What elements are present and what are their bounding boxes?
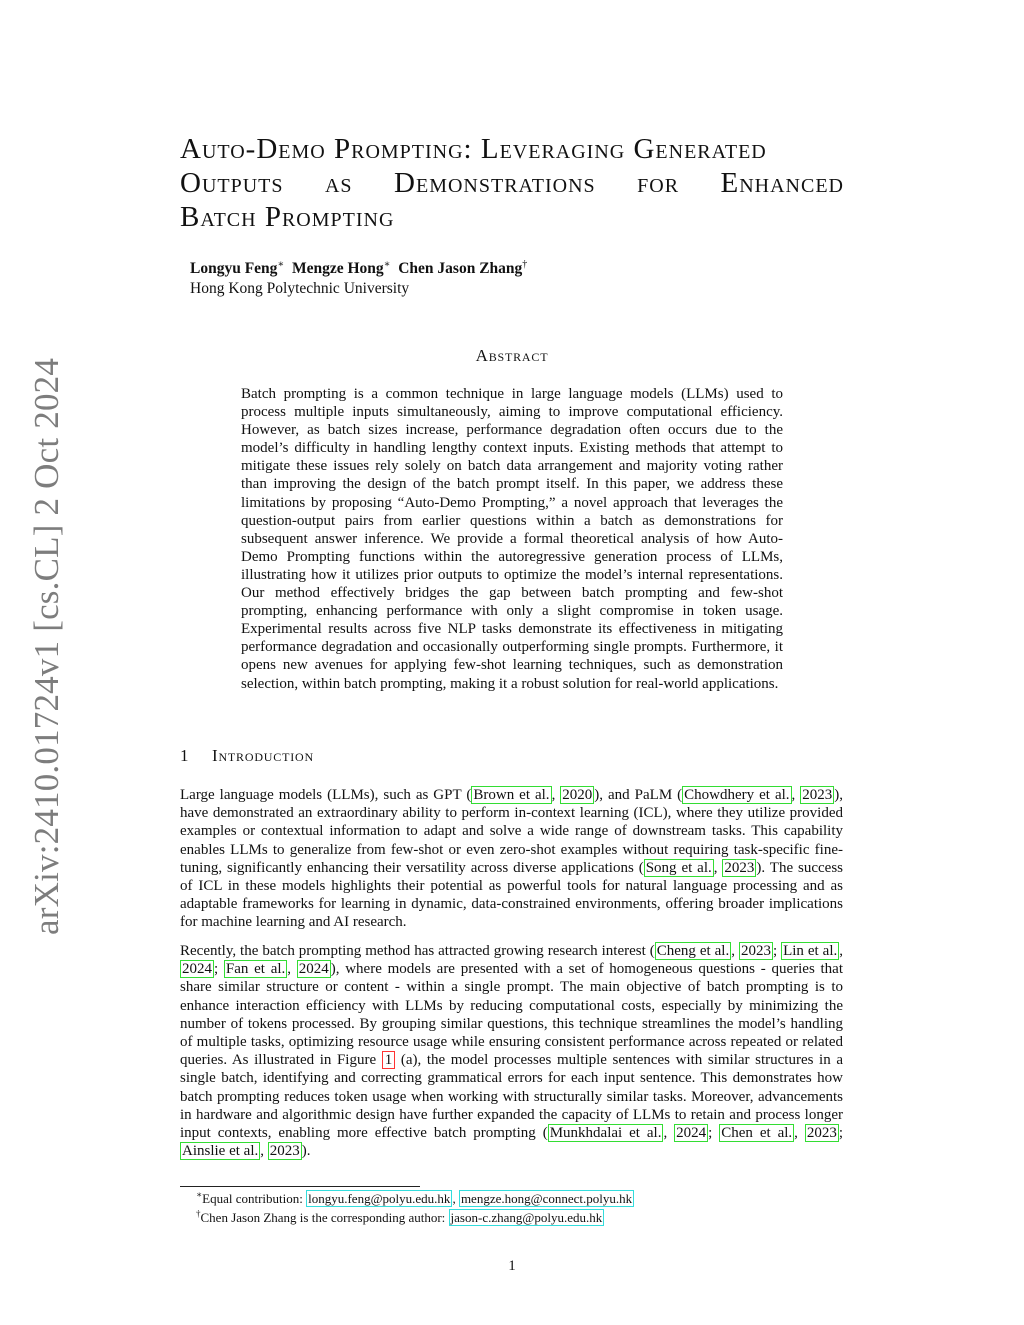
- paragraph-text: ,: [713, 859, 723, 876]
- footnote-mark: ∗: [196, 1189, 203, 1200]
- paragraph-text: ,: [287, 961, 297, 978]
- citation-link[interactable]: 2023: [806, 1125, 837, 1142]
- paragraph-text: ), where models are presented with a set of homogeneous questions - queries that share similar structure or content - within a single prompt. The main objective of batch prompting is to enhance interaction efficiency with LLMs by reducing computational costs, especially by minimizing the number of tokens processed. By grouping similar questions, this technique streamlines the model’s handling of multiple tasks, optimizing resource usage while ensuring consistent performance across repeated or related queries. As illustrated in Figure: [180, 961, 844, 1069]
- footnote-mark: †: [196, 1208, 201, 1219]
- paragraph-text: ;: [214, 961, 224, 978]
- arxiv-identifier-stamp[interactable]: arXiv:2410.01724v1 [cs.CL] 2 Oct 2024: [27, 357, 66, 935]
- author-footnote-mark[interactable]: ∗: [277, 258, 285, 270]
- citation-link[interactable]: 2024: [182, 961, 212, 978]
- citation-link[interactable]: 2024: [676, 1125, 707, 1142]
- paragraph-text: ). The success of ICL in these models highlights their potential as powerful tools for natural language processing and as adaptable frameworks for learning in dynamic, data-constrained environments, offering broader implications for machine learning and AI research.: [180, 859, 844, 931]
- paragraph-text: Recently, the batch prompting method has attracted growing research interest (: [180, 943, 655, 959]
- paragraph-text: ,: [663, 1125, 675, 1142]
- citation-link[interactable]: Song et al.: [645, 859, 712, 876]
- paragraph-text: ;: [772, 943, 782, 959]
- citation-link[interactable]: Munkhdalai et al.: [549, 1125, 662, 1142]
- intro-paragraph-1: [180, 786, 843, 932]
- citation-link[interactable]: Chen et al.: [721, 1125, 793, 1142]
- citation-link[interactable]: 2024: [298, 961, 329, 978]
- paragraph-text: Large language models (LLMs), such as GPT (: [180, 787, 472, 803]
- citation-link[interactable]: 2023: [802, 787, 833, 803]
- paper-title: [180, 132, 844, 234]
- author-name: Mengze Hong: [291, 260, 384, 277]
- footnote-text: ,: [452, 1191, 459, 1206]
- paragraph-text: ,: [731, 943, 739, 959]
- citation-link[interactable]: Brown et al.: [473, 787, 550, 803]
- citation-link[interactable]: Ainslie et al.: [182, 1143, 259, 1160]
- section-number: 1: [180, 746, 189, 765]
- footnote-corresponding-author: [196, 1208, 816, 1227]
- title-line-1: Auto-Demo Prompting: Leveraging Generated: [180, 133, 767, 165]
- paragraph-text: ;: [708, 1125, 720, 1142]
- author-footnote-mark[interactable]: ∗: [383, 258, 391, 270]
- section-heading: [180, 745, 780, 767]
- paragraph-text: ,: [794, 1125, 805, 1142]
- email-link[interactable]: longyu.feng@polyu.edu.hk: [308, 1191, 451, 1206]
- intro-paragraph-2: [180, 942, 843, 1160]
- citation-link[interactable]: Fan et al.: [225, 961, 286, 978]
- paragraph-text: ).: [301, 1143, 311, 1160]
- author-name: Longyu Feng: [190, 260, 278, 277]
- citation-link[interactable]: Cheng et al.: [656, 943, 730, 959]
- citation-link[interactable]: 2020: [562, 787, 593, 803]
- footnote-text: Chen Jason Zhang is the corresponding author:: [200, 1210, 449, 1225]
- paragraph-text: ), have demonstrated an extraordinary ability to perform in-context learning (ICL), where they utilize provided examples or contextual information to adapt and solve a wide range of downstream tasks. This capability enables LLMs to generalize from few-shot or even zero-shot examples without requiring task-specific fine-tuning, significantly enhancing their versatility across diverse applications (: [180, 787, 843, 876]
- page-number: 1: [508, 1258, 516, 1274]
- author-block: [190, 259, 790, 299]
- paragraph-text: ,: [260, 1143, 268, 1160]
- citation-link[interactable]: 2023: [724, 859, 755, 876]
- paragraph-text: ,: [551, 787, 561, 803]
- paragraph-text: ;: [838, 1125, 844, 1142]
- footnotes: [196, 1189, 816, 1227]
- figure-reference-link[interactable]: 1: [382, 1051, 396, 1069]
- citation-link[interactable]: Chowdhery et al.: [684, 787, 790, 803]
- author-list: [190, 260, 527, 277]
- footnote-text: Equal contribution:: [202, 1191, 307, 1206]
- title-line-3: Batch Prompting: [180, 201, 395, 233]
- section-title: Introduction: [212, 746, 314, 765]
- email-link[interactable]: jason-c.zhang@polyu.edu.hk: [450, 1210, 603, 1225]
- citation-link[interactable]: Lin et al.: [783, 943, 838, 959]
- citation-link[interactable]: 2023: [740, 943, 771, 959]
- abstract-heading: Abstract: [475, 346, 549, 365]
- paragraph-text: (a), the model processes multiple sentences with similar structures in a single batch, identifying and correcting grammatical errors for each input sentence. This demonstrates how batch prompting reduces token usage when working with structurally similar tasks. Moreover, advancements in hardware and algorithmic design have further expanded the capacity of LLMs to retain and process longer input contexts, enabling more effective batch prompting (: [180, 1052, 843, 1142]
- footnote-equal-contribution: [196, 1189, 816, 1208]
- author-footnote-mark[interactable]: †: [522, 258, 528, 270]
- paragraph-text: ,: [839, 943, 843, 959]
- abstract-body: Batch prompting is a common technique in large language models (LLMs) used to process multiple inputs simultaneously, aiming to improve computational efficiency. However, as batch sizes increase, performance degradation often occurs due to the model’s difficulty in handling lengthy context inputs. Existing methods that attempt to mitigate these issues rely solely on batch data arrangement and majority voting rather than improving the design of the batch prompt itself. In this paper, we address these limitations by proposing “Auto-Demo Prompting,” a novel approach that leverages the question-output pairs from earlier questions within a batch as demonstrations for subsequent answer inference. We provide a formal theoretical analysis of how Auto-Demo Prompting functions within the autoregressive generation process of LLMs, illustrating how it utilizes prior outputs to optimize the model’s internal representations. Our method effectively bridges the gap between batch prompting and few-shot prompting, enhancing performance with only a slight compromise in token usage. Experimental results across five NLP tasks demonstrate its effectiveness in mitigating performance degradation and occasionally outperforming single prompts. Furthermore, it opens new avenues for applying few-shot learning techniques, such as demonstration selection, within batch prompting, making it a robust solution for real-world applications.: [241, 386, 783, 692]
- author-name: Chen Jason Zhang: [398, 260, 523, 277]
- paragraph-text: ,: [791, 787, 801, 803]
- email-link[interactable]: mengze.hong@connect.polyu.hk: [460, 1191, 633, 1206]
- paragraph-text: ), and PaLM (: [594, 787, 683, 803]
- footnote-divider: [180, 1186, 420, 1187]
- affiliation: Hong Kong Polytechnic University: [190, 280, 410, 297]
- title-line-2: Outputs as Demonstrations for Enhanced: [180, 167, 844, 199]
- citation-link[interactable]: 2023: [269, 1143, 300, 1160]
